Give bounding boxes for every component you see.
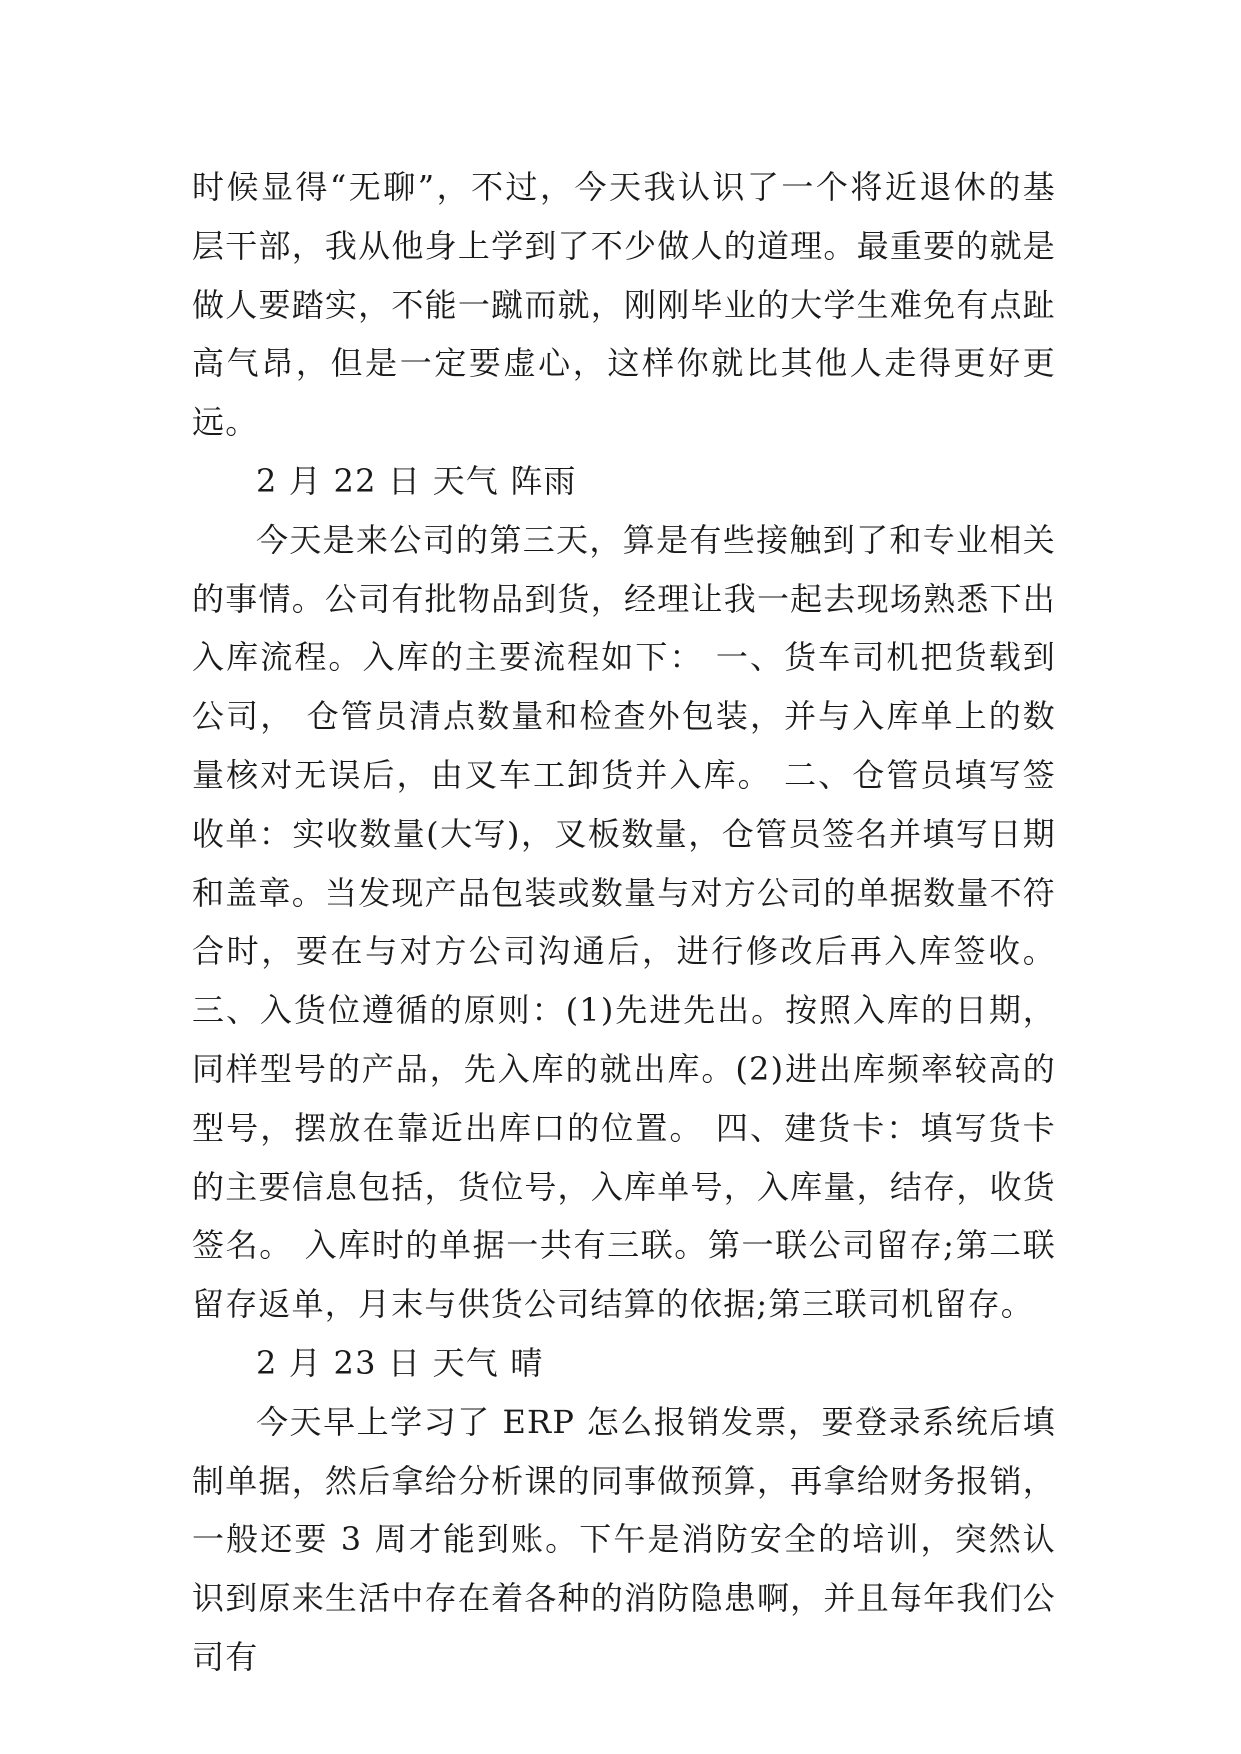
diary-date-heading: 2 月 22 日 天气 阵雨 <box>256 461 577 500</box>
diary-date-heading: 2 月 23 日 天气 晴 <box>256 1343 544 1382</box>
diary-paragraph: 今天早上学习了 ERP 怎么报销发票，要登录系统后填制单据，然后拿给分析课的同事做预算，再拿给财务报销，一般还要 3 周才能到账。下午是消防安全的培训，突然认识到原来生活中存在着各种的消防隐患啊，并且每年我们公司有 <box>192 1402 1056 1676</box>
document-body <box>192 158 1056 1687</box>
diary-paragraph: 今天是来公司的第三天，算是有些接触到了和专业相关的事情。公司有批物品到货，经理让我一起去现场熟悉下出入库流程。入库的主要流程如下： 一、货车司机把货载到公司， 仓管员清点数量和检查外包装，并与入库单上的数量核对无误后，由叉车工卸货并入库。 二、仓管员填写签收单：实收数量(大写)，叉板数量，仓管员签名并填写日期和盖章。当发现产品包装或数量与对方公司的单据数量不符合时，要在与对方公司沟通后，进行修改后再入库签收。三、入货位遵循的原则：(1)先进先出。按照入库的日期，同样型号的产品，先入库的就出库。(2)进出库频率较高的型号，摆放在靠近出库口的位置。 四、建货卡：填写货卡的主要信息包括，货位号，入库单号，入库量，结存，收货签名。 入库时的单据一共有三联。第一联公司留存;第二联留存返单，月末与供货公司结算的依据;第三联司机留存。 <box>192 520 1056 1324</box>
paragraph-continuation: 时候显得“无聊”，不过，今天我认识了一个将近退休的基层干部，我从他身上学到了不少做人的道理。最重要的就是做人要踏实，不能一蹴而就，刚刚毕业的大学生难免有点趾高气昂，但是一定要虚心，这样你就比其他人走得更好更远。 <box>192 168 1056 442</box>
